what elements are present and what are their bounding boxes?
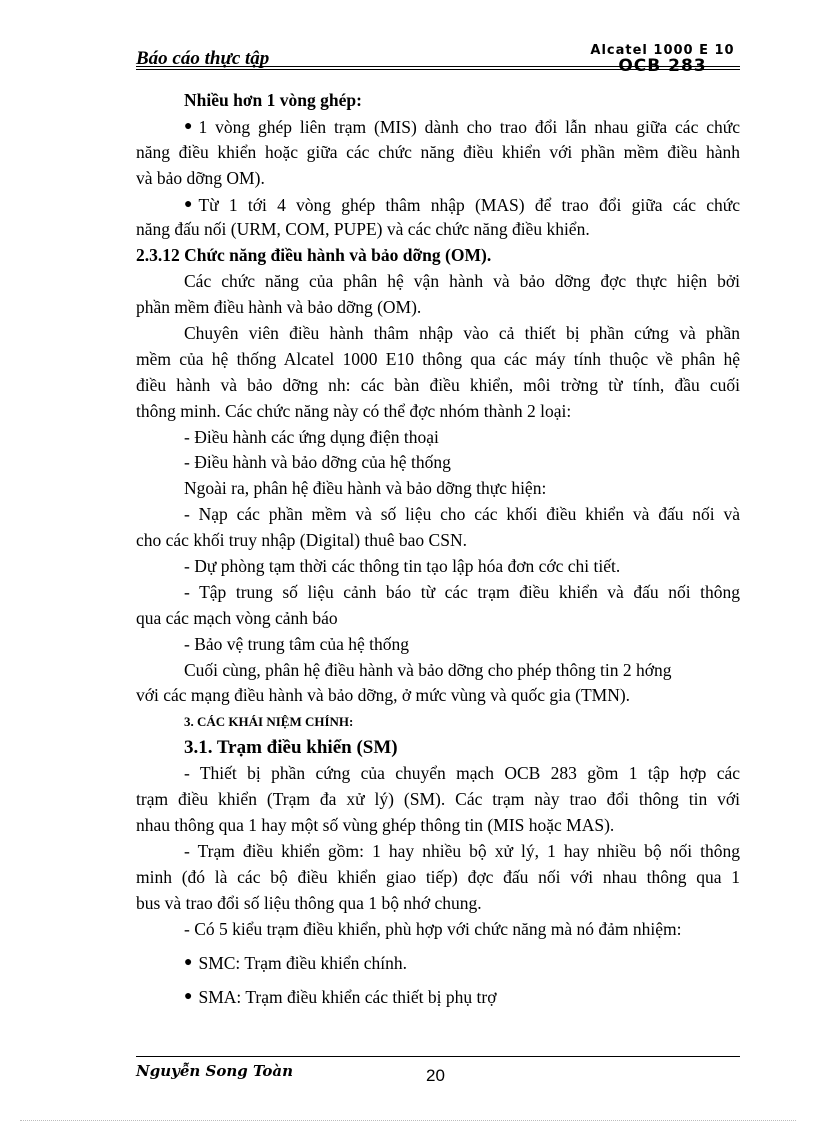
footer-rule <box>136 1056 740 1057</box>
text-line: - Trạm điều khiển gồm: 1 hay nhiều bộ xử lý, 1 hay nhiều bộ nối thông <box>184 840 740 861</box>
text-line: nhau thông qua 1 hay một số vùng ghép thông tin (MIS hoặc MAS). <box>136 814 615 835</box>
page-body <box>136 88 740 1010</box>
text-line: - Có 5 kiểu trạm điều khiển, phù hợp với chức năng mà nó đảm nhiệm: <box>184 918 682 939</box>
text-line: và bảo dỡng OM). <box>136 167 265 188</box>
text-line: - Thiết bị phần cứng của chuyển mạch OCB 283 gồm 1 tập hợp các <box>184 763 740 784</box>
header-logo-line2: OCB 283 <box>618 56 707 76</box>
text-line: - Tập trung số liệu cảnh báo từ các trạm điều khiển và đấu nối thông <box>184 581 740 602</box>
text-line: Ngoài ra, phân hệ điều hành và bảo dỡng thực hiện: <box>184 478 547 499</box>
text-line: - Điều hành và bảo dỡng của hệ thống <box>184 452 451 473</box>
bullet-icon: ● <box>184 118 193 134</box>
section-heading-2-3-12: 2.3.12 Chức năng điều hành và bảo dỡng (OM). <box>136 245 492 266</box>
text-line: với các mạng điều hành và bảo dỡng, ở mức vùng và quốc gia (TMN). <box>136 685 631 706</box>
text-line: cho các khối truy nhập (Digital) thuê bao CSN. <box>136 530 467 551</box>
text-line: - Điều hành các ứng dụng điện thoại <box>184 426 439 447</box>
bullet-item: ● SMA: Trạm điều khiển các thiết bị phụ trợ <box>136 984 740 1010</box>
section-heading-3-1: 3.1. Trạm điều khiển (SM) <box>184 737 398 759</box>
header-title: Báo cáo thực tập <box>136 48 270 69</box>
header-rule <box>136 66 740 67</box>
text-line: qua các mạch vòng cảnh báo <box>136 607 338 628</box>
text-line: năng điều khiển hoặc giữa các chức năng điều khiển với phần mềm điều hành <box>136 141 740 162</box>
section-heading-3: 3. CÁC KHÁI NIỆM CHÍNH: <box>184 714 354 730</box>
bullet-icon: ● <box>184 196 193 212</box>
text-line: minh (đó là các bộ điều khiển giao tiếp) đợc đấu nối với nhau thông qua 1 <box>136 866 740 887</box>
footer-author: Nguyễn Song Toàn <box>136 1062 294 1080</box>
text-line: Cuối cùng, phân hệ điều hành và bảo dỡng cho phép thông tin 2 hớng <box>184 659 672 680</box>
text-line: - Dự phòng tạm thời các thông tin tạo lập hóa đơn cớc chi tiết. <box>184 556 621 577</box>
bullet-item: ● SMC: Trạm điều khiển chính. <box>136 950 740 976</box>
text-line: bus và trao đổi số liệu thông qua 1 bộ nhớ chung. <box>136 892 482 913</box>
text-line: - Nạp các phần mềm và số liệu cho các khối điều khiển và đấu nối và <box>184 504 740 525</box>
text-line: điều hành và bảo dỡng nh: các bàn điều khiển, môi trờng từ tính, đầu cuối <box>136 374 740 395</box>
text-line: thông minh. Các chức năng này có thể đợc nhóm thành 2 loại: <box>136 400 572 421</box>
bullet-icon: ● <box>184 989 193 1005</box>
text-line: phần mềm điều hành và bảo dỡng (OM). <box>136 297 422 318</box>
bullet-item: ● 1 vòng ghép liên trạm (MIS) dành cho trao đổi lẫn nhau giữa các chức <box>136 114 740 140</box>
bullet-icon: ● <box>184 955 193 971</box>
page-edge-divider <box>20 1120 796 1121</box>
text-line: trạm điều khiển (Trạm đa xử lý) (SM). Các trạm này trao đổi thông tin với <box>136 789 740 810</box>
page-number: 20 <box>426 1066 445 1085</box>
bullet-item: ● Từ 1 tới 4 vòng ghép thâm nhập (MAS) để trao đổi giữa các chức <box>136 192 740 218</box>
text-line: Các chức năng của phân hệ vận hành và bảo dỡng đợc thực hiện bởi <box>184 271 740 292</box>
text-line: - Bảo vệ trung tâm của hệ thống <box>184 633 410 654</box>
header-rule-double <box>136 69 740 70</box>
text-line: mềm của hệ thống Alcatel 1000 E10 thông qua các máy tính thuộc về phân hệ <box>136 348 740 369</box>
header-logo-line1: Alcatel 1000 E 10 <box>590 43 735 58</box>
heading-multiple-loops: Nhiều hơn 1 vòng ghép: <box>184 90 362 110</box>
text-line: năng đấu nối (URM, COM, PUPE) và các chức năng điều khiển. <box>136 219 590 240</box>
text-line: Chuyên viên điều hành thâm nhập vào cả thiết bị phần cứng và phần <box>184 323 740 344</box>
